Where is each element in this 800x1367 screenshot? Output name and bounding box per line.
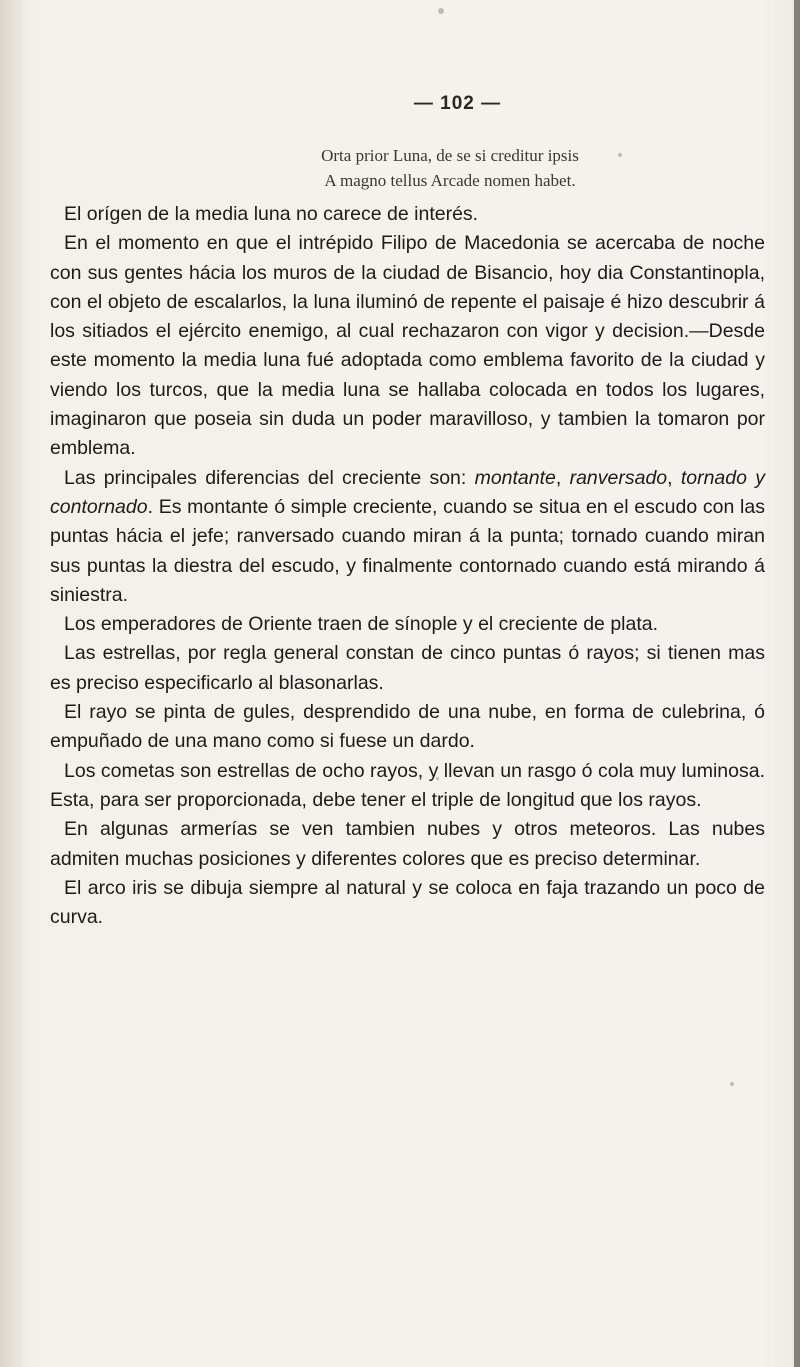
paragraph-arco-iris: El arco iris se dibuja siempre al natural y se coloca en faja trazando un poco de curva. <box>50 876 765 929</box>
paragraph-creciente <box>50 464 765 610</box>
paper-speck <box>730 1082 734 1086</box>
paragraph-cometas: Los cometas son estrellas de ocho rayos, y llevan un rasgo ó cola muy luminosa. Esta, para ser proporcionada, debe tener el triple de longitud que los rayos. <box>50 759 765 811</box>
term-tornado-contornado: tornado y contornado <box>50 466 765 518</box>
epigraph-line-2: A magno tellus Arcade nomen habet. <box>324 171 576 190</box>
page-gutter-shadow <box>0 0 22 1367</box>
body-text <box>50 200 765 932</box>
term-ranversado: ranversado <box>569 466 668 489</box>
paragraph-rayo: El rayo se pinta de gules, desprendido de una nube, en forma de culebrina, ó empuñado de una mano como si fuese un dardo. <box>50 701 765 753</box>
paragraph-creciente-intro: Las principales diferencias del creciente son: <box>64 466 475 489</box>
paragraph-filipo: En el momento en que el intrépido Filipo de Macedonia se acercaba de noche con sus gentes hácia los muros de la ciudad de Bisancio, hoy dia Constantinopla, con el objeto de escalarlos, la luna iluminó de repente el paisaje é hizo descubrir á los sitiados el ejército enemigo, al cual rechazaron con vigor y decision.—Desde este momento la media luna fué adoptada como emblema favorito de la ciudad y viendo los turcos, que la media luna se hallaba colocada en todos los lugares, imaginaron que poseia sin duda un poder maravilloso, y tambien la tomaron por emblema. <box>50 232 765 460</box>
page-number: — 102 — <box>413 93 502 114</box>
paragraph-origin: El orígen de la media luna no carece de interés. <box>64 203 479 225</box>
paragraph-nubes: En algunas armerías se ven tambien nubes y otros meteoros. Las nubes admiten muchas posiciones y diferentes colores que es preciso determinar. <box>50 818 765 870</box>
term-montante: montante <box>474 466 556 489</box>
page-edge-shadow <box>794 0 800 1367</box>
paragraph-emperadores: Los emperadores de Oriente traen de sínople y el creciente de plata. <box>64 613 659 636</box>
paragraph-creciente-body: . Es montante ó simple creciente, cuando se situa en el escudo con las puntas hácia el jefe; ranversado cuando miran á la punta; tornado cuando miran sus puntas la diestra del escudo, y finalmente contornado cuando está mirando á siniestra. <box>50 495 765 606</box>
separator: , <box>667 466 681 489</box>
paragraph-estrellas: Las estrellas, por regla general constan de cinco puntas ó rayos; si tienen mas es preciso especificarlo al blasonarlas. <box>50 642 765 694</box>
paper-speck <box>438 8 444 14</box>
epigraph-line-1: Orta prior Luna, de se si creditur ipsis <box>321 146 579 165</box>
separator: , <box>555 466 570 489</box>
